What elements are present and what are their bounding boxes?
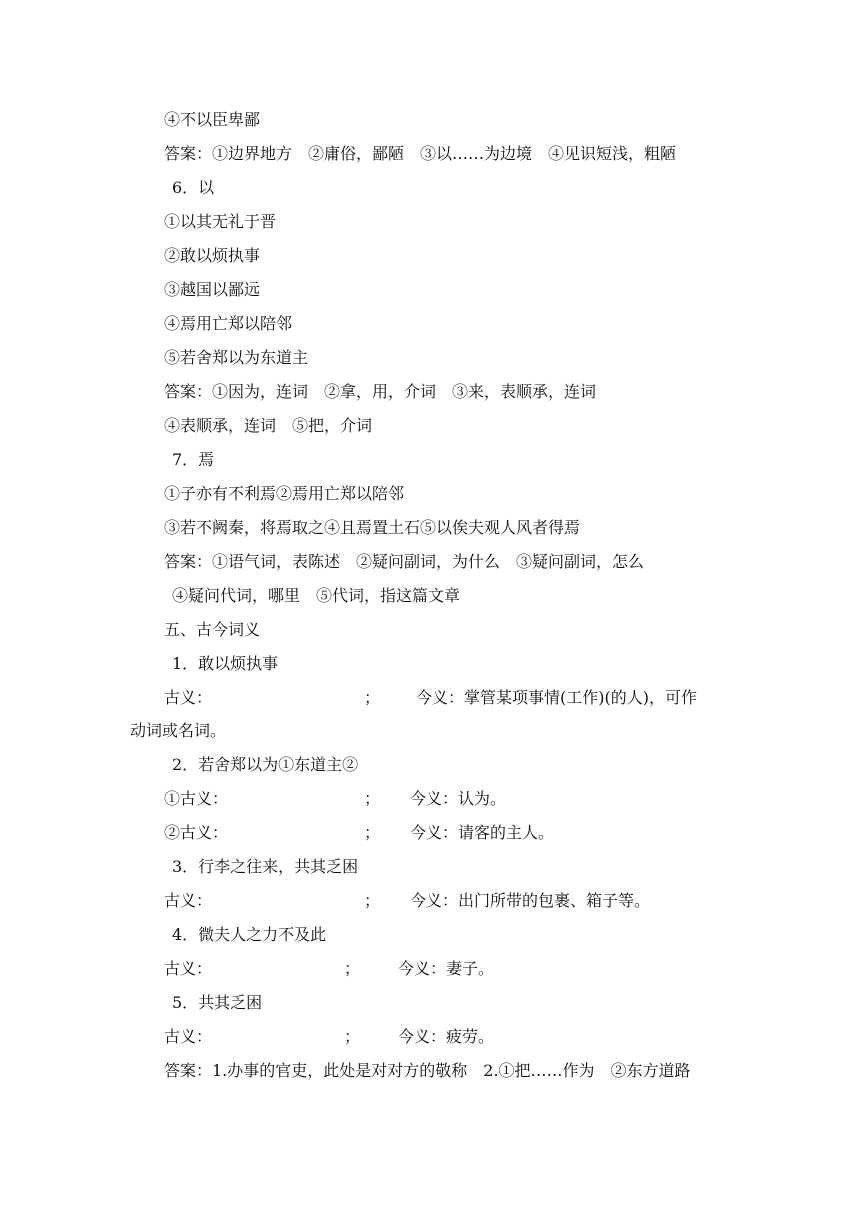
text-line: ①子亦有不利焉②焉用亡郑以陪邻 <box>164 484 405 503</box>
item-heading: 3．行李之往来，共其乏困 <box>172 857 359 876</box>
new-meaning: 今义：掌管某项事情(工作)(的人)，可作 <box>416 688 697 707</box>
new-meaning: 今义：妻子。 <box>398 959 495 978</box>
old-meaning-label: 古义： <box>164 959 213 978</box>
text-line: ③若不阙秦，将焉取之④且焉置土石⑤以俟夫观人风者得焉 <box>164 518 581 537</box>
answer-line: 答案：1.办事的官吏，此处是对对方的敬称 2.①把……作为 ②东方道路 <box>164 1061 691 1080</box>
answer-line: ④表顺承，连词 ⑤把，介词 <box>164 416 373 435</box>
item-heading: 1．敢以烦执事 <box>172 654 279 673</box>
text-line: ⑤若舍郑以为东道主 <box>164 348 309 367</box>
answer-line: 答案：①语气词，表陈述 ②疑问副词，为什么 ③疑问副词，怎么 <box>164 552 645 571</box>
separator: ； <box>344 1027 361 1046</box>
text-line: ④焉用亡郑以陪邻 <box>164 314 293 333</box>
item-heading: 2．若舍郑以为①东道主② <box>172 755 359 774</box>
text-line: ④不以臣卑鄙 <box>164 110 261 129</box>
old-meaning-label: 古义： <box>164 891 213 910</box>
section-heading: 五、古今词义 <box>164 620 261 639</box>
new-meaning: 今义：认为。 <box>410 789 507 808</box>
answer-line: ④疑问代词，哪里 ⑤代词，指这篇文章 <box>172 586 461 605</box>
new-meaning: 今义：疲劳。 <box>398 1027 495 1046</box>
separator: ； <box>364 823 381 842</box>
answer-line: 答案：①边界地方 ②庸俗，鄙陋 ③以……为边境 ④见识短浅，粗陋 <box>164 144 677 163</box>
text-line: ③越国以鄙远 <box>164 280 261 299</box>
old-meaning-label: 古义： <box>164 1027 213 1046</box>
answer-line: 答案：①因为，连词 ②拿，用，介词 ③来，表顺承，连词 <box>164 382 597 401</box>
separator: ； <box>364 789 381 808</box>
separator: ； <box>364 891 381 910</box>
section-heading: 7．焉 <box>172 450 215 469</box>
item-heading: 5．共其乏困 <box>172 993 263 1012</box>
new-meaning: 今义：请客的主人。 <box>410 823 555 842</box>
text-line: 动词或名词。 <box>130 721 227 740</box>
old-meaning-label: ①古义： <box>164 789 229 808</box>
old-meaning-label: ②古义： <box>164 823 229 842</box>
separator: ； <box>364 688 381 707</box>
old-meaning-label: 古义： <box>164 688 213 707</box>
item-heading: 4．微夫人之力不及此 <box>172 925 327 944</box>
text-line: ①以其无礼于晋 <box>164 212 277 231</box>
new-meaning: 今义：出门所带的包裹、箱子等。 <box>410 891 651 910</box>
section-heading: 6．以 <box>172 178 215 197</box>
text-line: ②敢以烦执事 <box>164 246 261 265</box>
separator: ； <box>344 959 361 978</box>
